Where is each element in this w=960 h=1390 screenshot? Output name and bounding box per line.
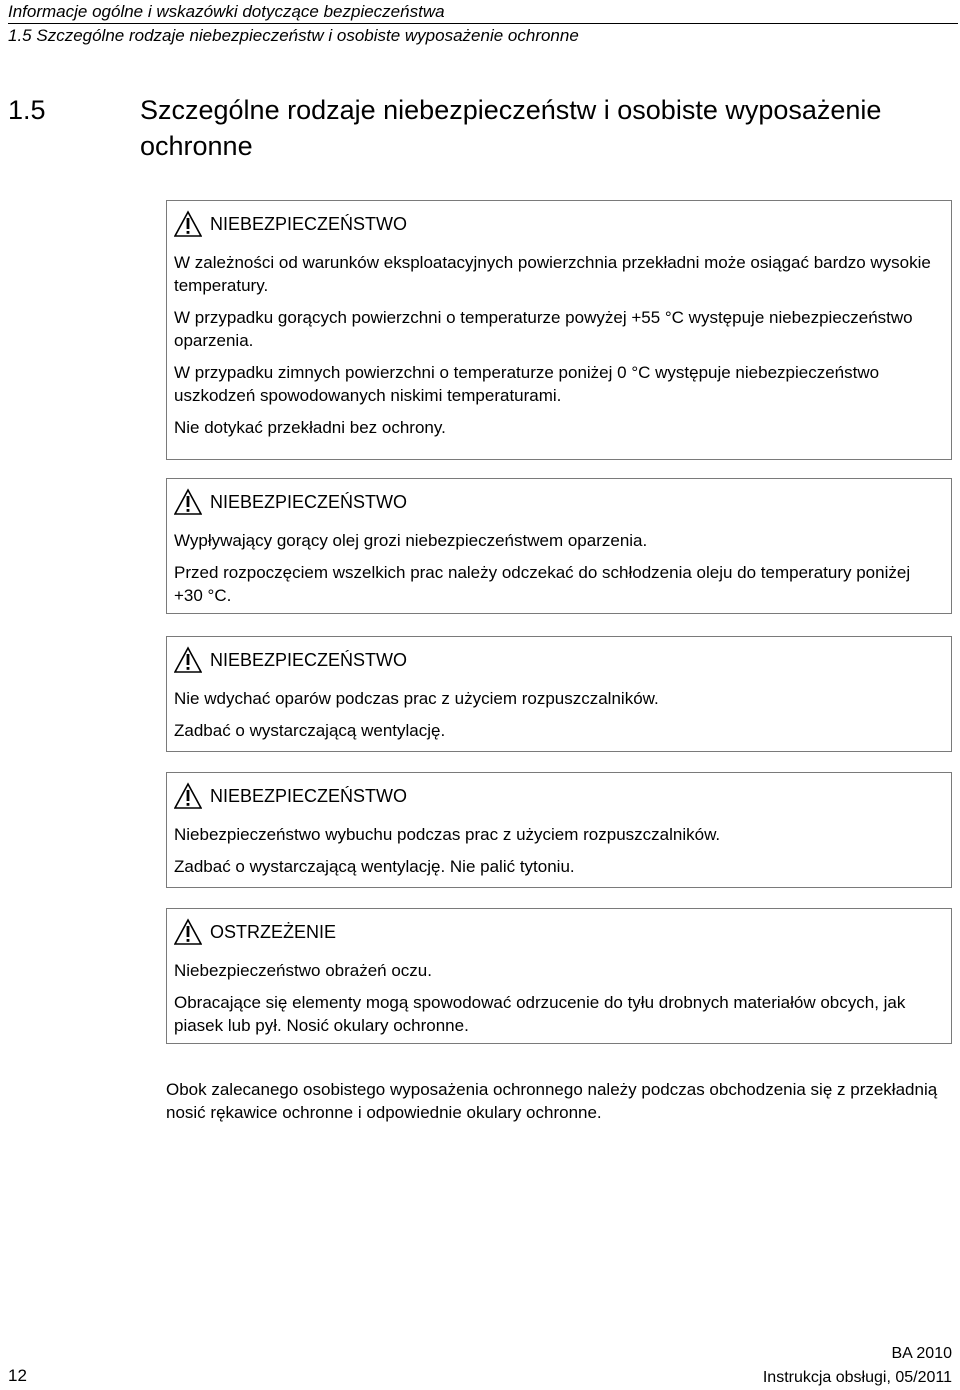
warning-text: Nie dotykać przekładni bez ochrony.: [174, 418, 446, 437]
warning-header: [174, 487, 943, 517]
warning-triangle-icon: [174, 488, 202, 516]
warning-box-eye-injury: [166, 908, 952, 1044]
warning-text: W przypadku gorących powierzchni o temperaturze powyżej +55 °C występuje niebezpieczeństwo oparzenia.: [174, 308, 913, 350]
warning-box-solvent-fumes: [166, 636, 952, 752]
page-title: [8, 92, 908, 164]
warning-header: [174, 781, 943, 811]
warning-text: Nie wdychać oparów podczas prac z użyciem rozpuszczalników.: [174, 689, 659, 708]
warning-text: Zadbać o wystarczającą wentylację. Nie palić tytoniu.: [174, 857, 575, 876]
warning-label: NIEBEZPIECZEŃSTWO: [210, 491, 408, 512]
footer-doc-info: [763, 1342, 952, 1390]
header-section: 1.5 Szczególne rodzaje niebezpieczeństw i osobiste wyposażenie ochronne: [8, 26, 579, 45]
warning-header: [174, 645, 943, 675]
warning-triangle-icon: [174, 782, 202, 810]
warning-text: Przed rozpoczęciem wszelkich prac należy odczekać do schłodzenia oleju do temperatury poniżej +30 °C.: [174, 563, 911, 605]
warning-triangle-icon: [174, 646, 202, 674]
warning-label: OSTRZEŻENIE: [210, 921, 337, 942]
warning-triangle-icon: [174, 918, 202, 946]
warning-text: Wypływający gorący olej grozi niebezpieczeństwem oparzenia.: [174, 531, 648, 550]
running-header: [8, 0, 958, 47]
warning-text: Niebezpieczeństwo obrażeń oczu.: [174, 961, 432, 980]
footer-edition: Instrukcja obsługi, 05/2011: [762, 1369, 952, 1386]
warning-box-hot-surfaces: [166, 200, 952, 460]
warning-label: NIEBEZPIECZEŃSTWO: [210, 213, 408, 234]
title-number: 1.5: [8, 95, 46, 125]
warning-text: Zadbać o wystarczającą wentylację.: [174, 721, 446, 740]
warning-label: NIEBEZPIECZEŃSTWO: [210, 649, 408, 670]
warning-text: W przypadku zimnych powierzchni o temperaturze poniżej 0 °C występuje niebezpieczeństwo uszkodzeń spowodowanych niskimi temperaturami.: [174, 363, 880, 405]
warning-text: Obracające się elementy mogą spowodować odrzucenie do tyłu drobnych materiałów obcych, jak piasek lub pył. Nosić okulary ochronne.: [174, 993, 906, 1035]
warning-box-hot-oil: [166, 478, 952, 614]
warning-header: [174, 917, 943, 947]
warning-box-explosion: [166, 772, 952, 888]
footer-doc-code: BA 2010: [891, 1345, 952, 1362]
warning-triangle-icon: [174, 210, 202, 238]
warning-label: NIEBEZPIECZEŃSTWO: [210, 785, 408, 806]
warning-header: [174, 209, 943, 239]
title-line1: Szczególne rodzaje niebezpieczeństw i osobiste wyposażenie: [140, 95, 882, 125]
page-number: 12: [8, 1366, 27, 1385]
title-line2: ochronne: [140, 131, 253, 161]
warning-text: W zależności od warunków eksploatacyjnych powierzchnia przekładni może osiągać bardzo wysokie temperatury.: [174, 253, 931, 295]
warning-text: Niebezpieczeństwo wybuchu podczas prac z użyciem rozpuszczalników.: [174, 825, 721, 844]
closing-paragraph: Obok zalecanego osobistego wyposażenia ochronnego należy podczas obchodzenia się z przekładnią nosić rękawice ochronne i odpowiednie okulary ochronne.: [166, 1080, 938, 1122]
header-chapter: Informacje ogólne i wskazówki dotyczące bezpieczeństwa: [8, 2, 445, 21]
